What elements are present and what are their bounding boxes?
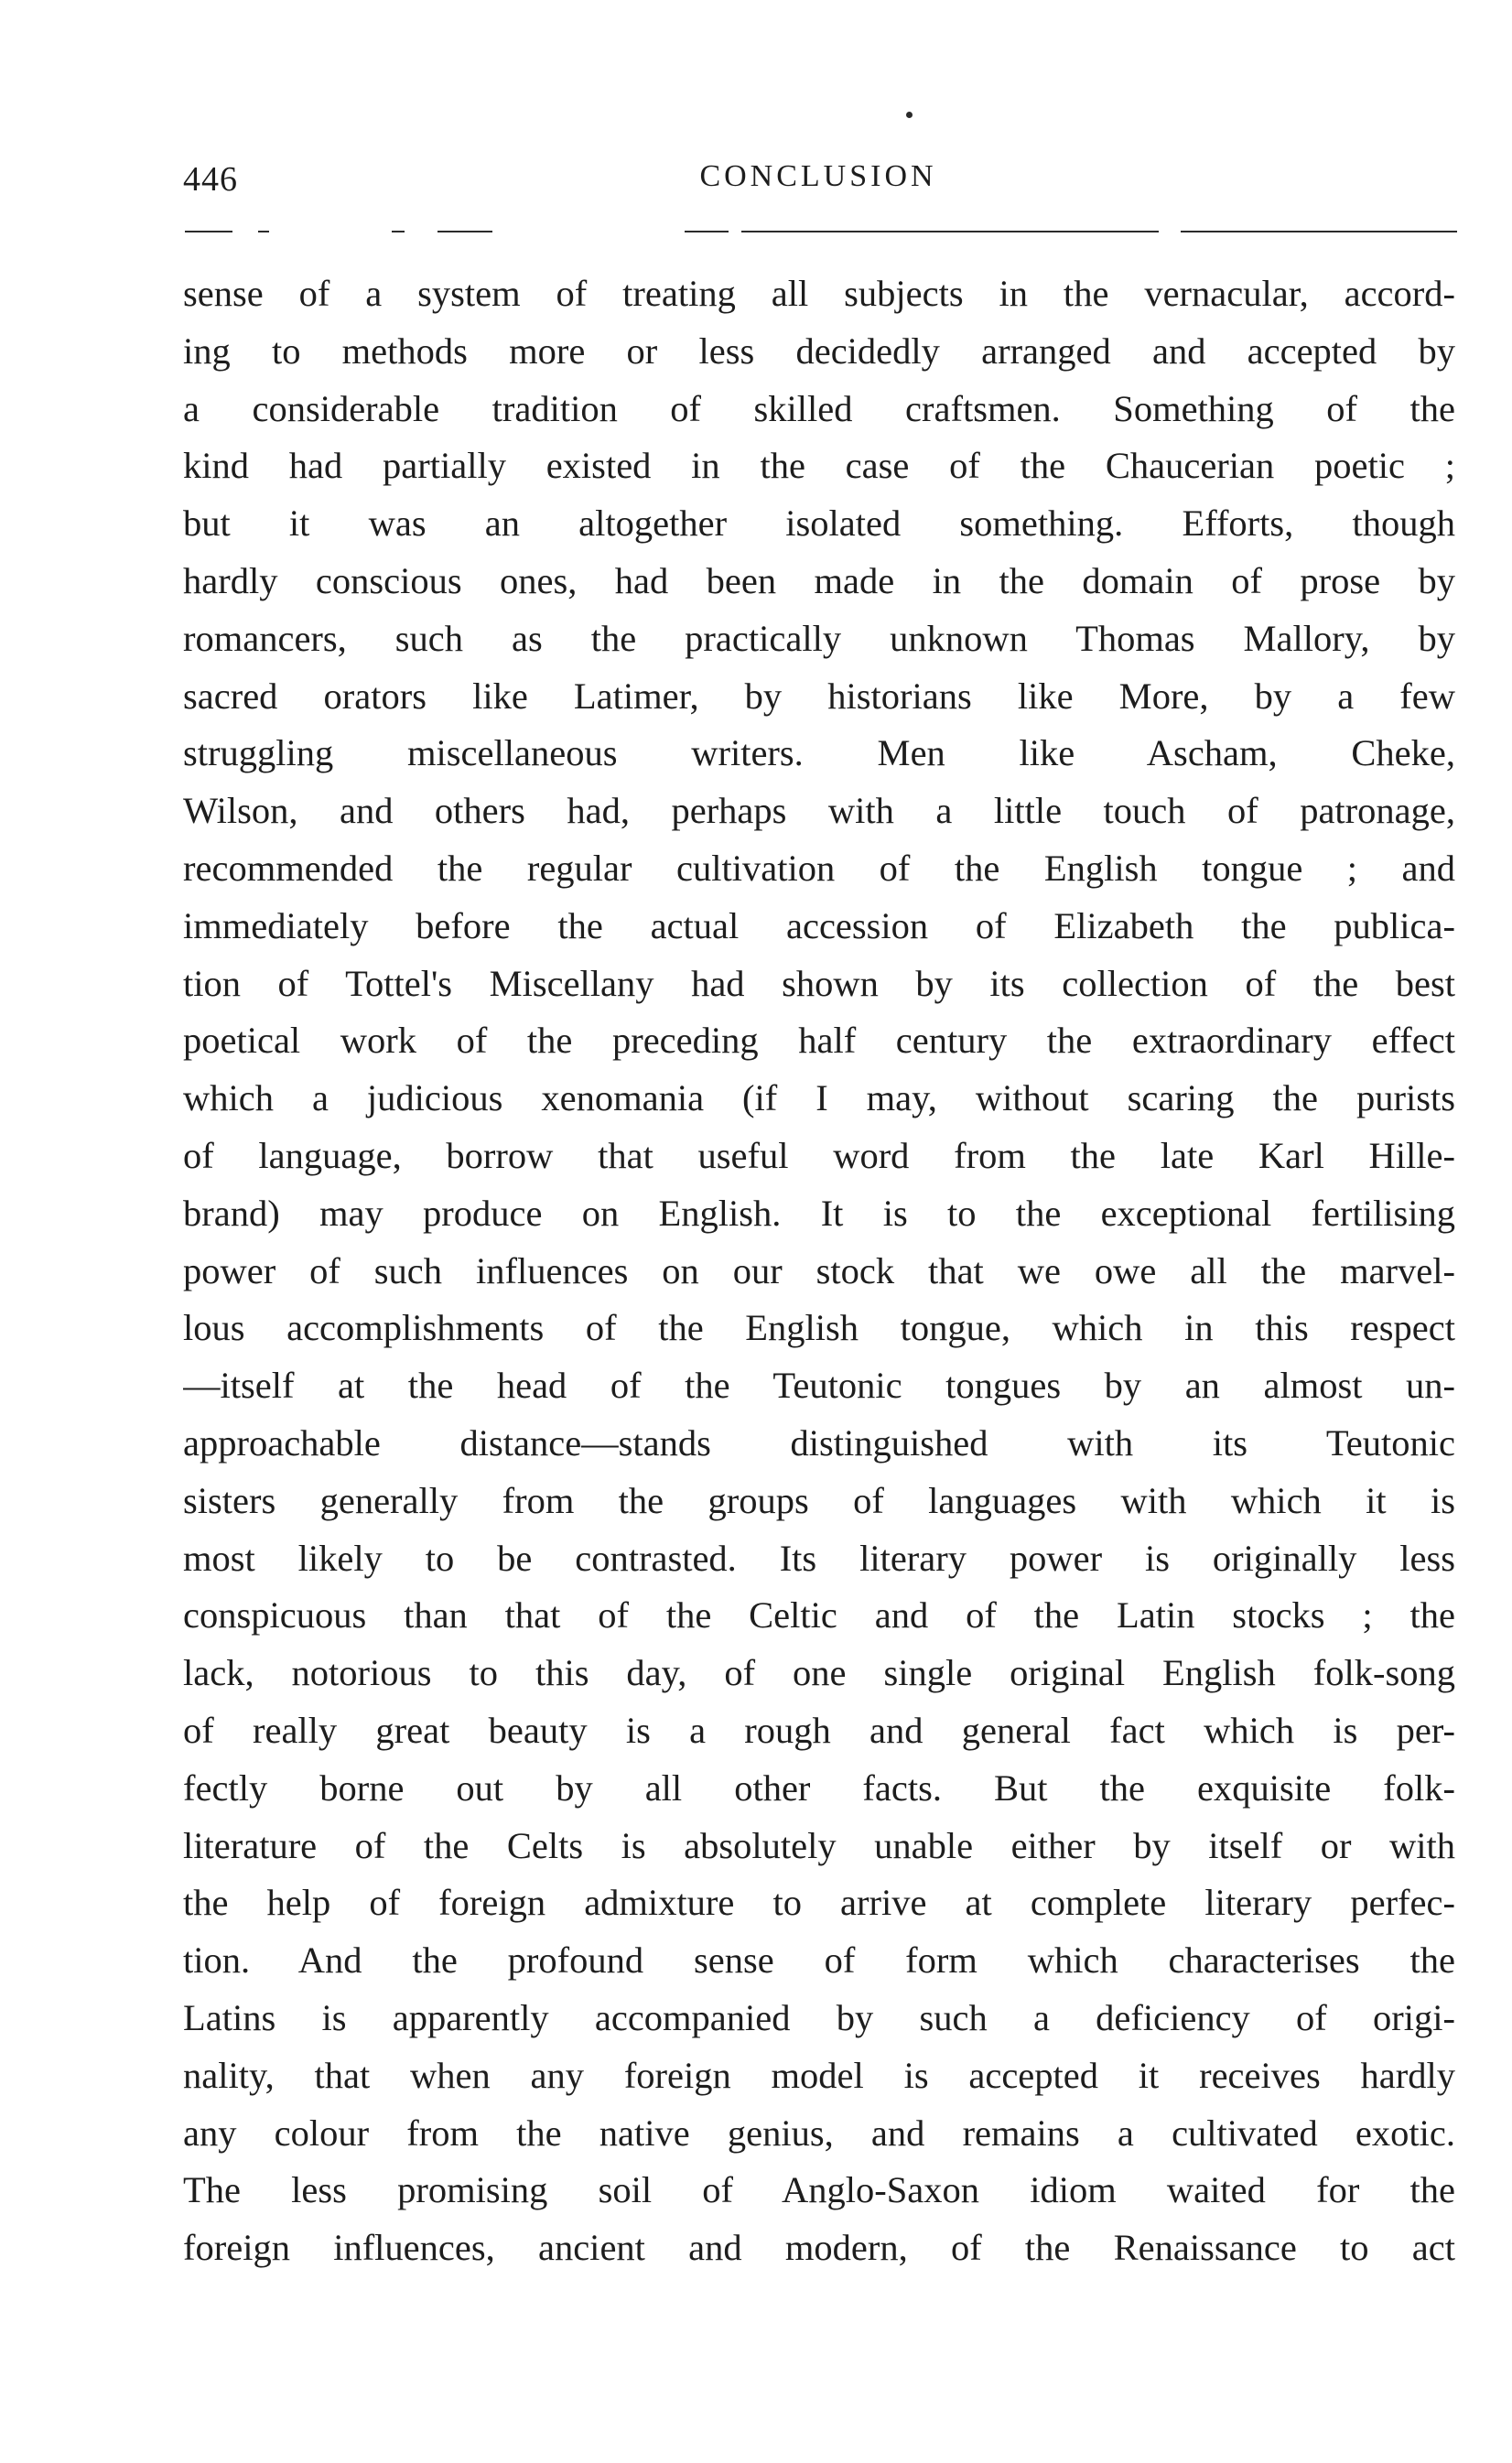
body-text	[183, 265, 1455, 2277]
text-line: lack, notorious to this day, of one single original English folk-song	[183, 1652, 1455, 1694]
text-line: hardly conscious ones, had been made in the domain of prose by	[183, 559, 1455, 601]
text-line: poetical work of the preceding half century the extraordinary effect	[183, 1020, 1455, 1062]
text-line: a considerable tradition of skilled craftsmen. Something of the	[183, 387, 1455, 429]
text-line: most likely to be contrasted. Its literary power is originally less	[183, 1537, 1455, 1579]
text-line: approachable distance—stands distinguished with its Teutonic	[183, 1421, 1455, 1464]
stray-ink-dot	[906, 112, 913, 118]
text-line: tion. And the profound sense of form which characterises the	[183, 1939, 1455, 1982]
header-rule-segment	[392, 231, 405, 232]
text-line: The less promising soil of Anglo-Saxon idiom waited for the	[183, 2169, 1455, 2211]
text-line: of language, borrow that useful word from the late Karl Hille-	[183, 1134, 1455, 1176]
header-rule-segment	[185, 231, 232, 232]
text-line: the help of foreign admixture to arrive at complete literary perfec-	[183, 1882, 1455, 1924]
text-line: sacred orators like Latimer, by historians like More, by a few	[183, 675, 1455, 717]
text-line: power of such influences on our stock that we owe all the marvel-	[183, 1249, 1455, 1291]
text-line: foreign influences, ancient and modern, of the Renaissance to act	[183, 2227, 1455, 2269]
text-line: Latins is apparently accompanied by such a deficiency of origi-	[183, 1996, 1455, 2038]
header-rule-segment	[741, 231, 1159, 232]
header-rule-segment	[1181, 231, 1457, 232]
text-line: lous accomplishments of the English tongue, which in this respect	[183, 1307, 1455, 1349]
text-line: which a judicious xenomania (if I may, without scaring the purists	[183, 1077, 1455, 1119]
running-title: CONCLUSION	[699, 159, 937, 193]
header-rule-segment	[685, 231, 729, 232]
text-line: but it was an altogether isolated something. Efforts, though	[183, 502, 1455, 545]
text-line: literature of the Celts is absolutely unable either by itself or with	[183, 1824, 1455, 1866]
text-line: struggling miscellaneous writers. Men like Ascham, Cheke,	[183, 732, 1455, 774]
page-header	[183, 154, 1453, 209]
text-line: conspicuous than that of the Celtic and of the Latin stocks ; the	[183, 1594, 1455, 1637]
text-line: —itself at the head of the Teutonic tongues by an almost un-	[183, 1365, 1455, 1407]
text-line: brand) may produce on English. It is to the exceptional fertilising	[183, 1192, 1455, 1234]
text-line: tion of Tottel's Miscellany had shown by its collection of the best	[183, 962, 1455, 1004]
text-line: Wilson, and others had, perhaps with a little touch of patronage,	[183, 790, 1455, 832]
text-line: any colour from the native genius, and remains a cultivated exotic.	[183, 2112, 1455, 2154]
page-number: 446	[183, 160, 238, 199]
text-line: kind had partially existed in the case of the Chaucerian poetic ;	[183, 445, 1455, 487]
text-line: nality, that when any foreign model is accepted it receives hardly	[183, 2054, 1455, 2096]
text-line: fectly borne out by all other facts. But the exquisite folk-	[183, 1766, 1455, 1809]
text-line: immediately before the actual accession of Elizabeth the publica-	[183, 904, 1455, 946]
text-line: recommended the regular cultivation of the English tongue ; and	[183, 847, 1455, 889]
text-line: sense of a system of treating all subjects in the vernacular, accord-	[183, 273, 1455, 314]
text-line: ing to methods more or less decidedly arranged and accepted by	[183, 329, 1455, 372]
text-line: of really great beauty is a rough and general fact which is per-	[183, 1709, 1455, 1751]
text-line: sisters generally from the groups of languages with which it is	[183, 1479, 1455, 1521]
text-line: romancers, such as the practically unknown Thomas Mallory, by	[183, 617, 1455, 659]
header-rule-segment	[437, 231, 492, 232]
header-rule-segment	[258, 231, 269, 232]
